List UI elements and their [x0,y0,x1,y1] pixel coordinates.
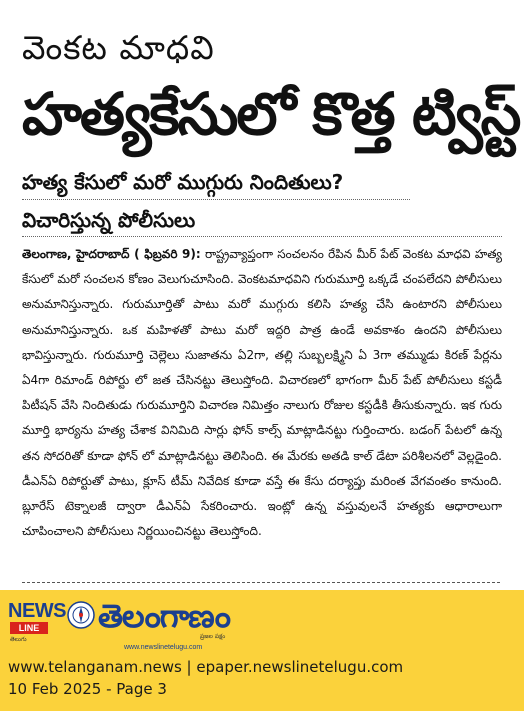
newsline-logo-line: LINE [10,622,48,634]
newsline-logo-news: NEWS [8,600,66,622]
article-subhead-secondary: విచారిస్తున్న పోలీసులు [22,208,196,232]
article-kicker: వెంకట మాధవి [22,28,215,67]
footer-links[interactable]: www.telanganam.news | epaper.newslinetelugu.com [8,658,404,676]
newsline-logo[interactable] [8,600,66,643]
telangana-emblem-icon [66,600,96,630]
footer-date-page: 10 Feb 2025 - Page 3 [8,680,167,698]
article-headline: హత్యకేసులో కొత్త ట్విస్ట్ [22,80,520,148]
logo-url: www.newslinetelugu.com [124,644,203,651]
telanganam-logo-tagline: ప్రజల పక్షం [200,633,226,640]
telanganam-logo[interactable]: తెలంగాణం [98,597,230,635]
newsline-logo-tagline: తెలుగు [10,636,27,643]
epaper-footer [0,590,524,711]
article-body [22,242,502,572]
divider [22,199,410,200]
article-dateline: తెలంగాణ, హైదరాబాద్ ( ఫిబ్రవరి 9): [22,247,201,261]
article-subhead: హత్య కేసులో మరో ముగ్గురు నిందితులు? [22,170,344,194]
article-body-text: రాష్ట్రవ్యాప్తంగా సంచలనం రేపిన మీర్ పేట్ వెంకట మాధవి హత్య కేసులో మరో సంచలన కోణం వెలుగుచూసింది. వెంకటమాధవిని గురుమూర్తి ఒక్కడే చంపలేదని పోలీసులు అనుమానిస్తున్నారు. గురుమూర్తితో పాటు మరో ముగ్గురు కలిసి హత్య చేసి ఉంటారని పోలీసులు అనుమానిస్తున్నారు. ఒక మహిళతో పాటు మరో ఇద్దరి పాత్ర ఉండే అవకాశం ఉందని పోలీసులు భావిస్తున్నారు. గురుమూర్తి చెల్లెలు సుజాతను ఏ2గా, తల్లి సుబ్బలక్ష్మిని ఏ 3గా తమ్ముడు కిరణ్ పేర్లను ఏ4గా రిమాండ్ రిపోర్టు లో జత చేసినట్టు తెలుస్తోంది. విచారణలో భాగంగా మీర్ పేట్ పోలీసులు కస్టడీ పిటీషన్ వేసి నిందితుడు గురుమూర్తిని విచారణ నిమిత్తం నాలుగు రోజుల కస్టడీకి తీసుకున్నారు. ఇక గురు మూర్తి భార్యను హత్య చేశాక వినిమిది సార్లు ఫోన్ కాల్స్ మాట్లాడినట్టు గుర్తించారు. బడంగ్ పేటలో ఉన్న తన సోదరితో కూడా ఫోన్ లో మాట్లాడినట్టు తెలిసింది. ఈ మేరకు అతడి కాల్ డేటా పరిశీలనలో వెల్లడైంది. డీఎన్ఏ రిపోర్టుతో పాటు, క్లూస్ టీమ్ నివేదిక కూడా వస్తే ఈ కేసు దర్యాప్తు మరింత వేగవంతం కానుంది. బ్లూరేస్ టెక్నాలజీ ద్వారా డీఎన్ఏ సేకరించారు. ఇంట్లో ఉన్న వస్తువులనే హత్యకు ఆధారాలుగా చూపించాలని పోలీసులు నిర్ణయించినట్టు తెలుస్తోంది. [22,247,502,539]
divider [22,582,500,583]
divider [22,236,502,237]
